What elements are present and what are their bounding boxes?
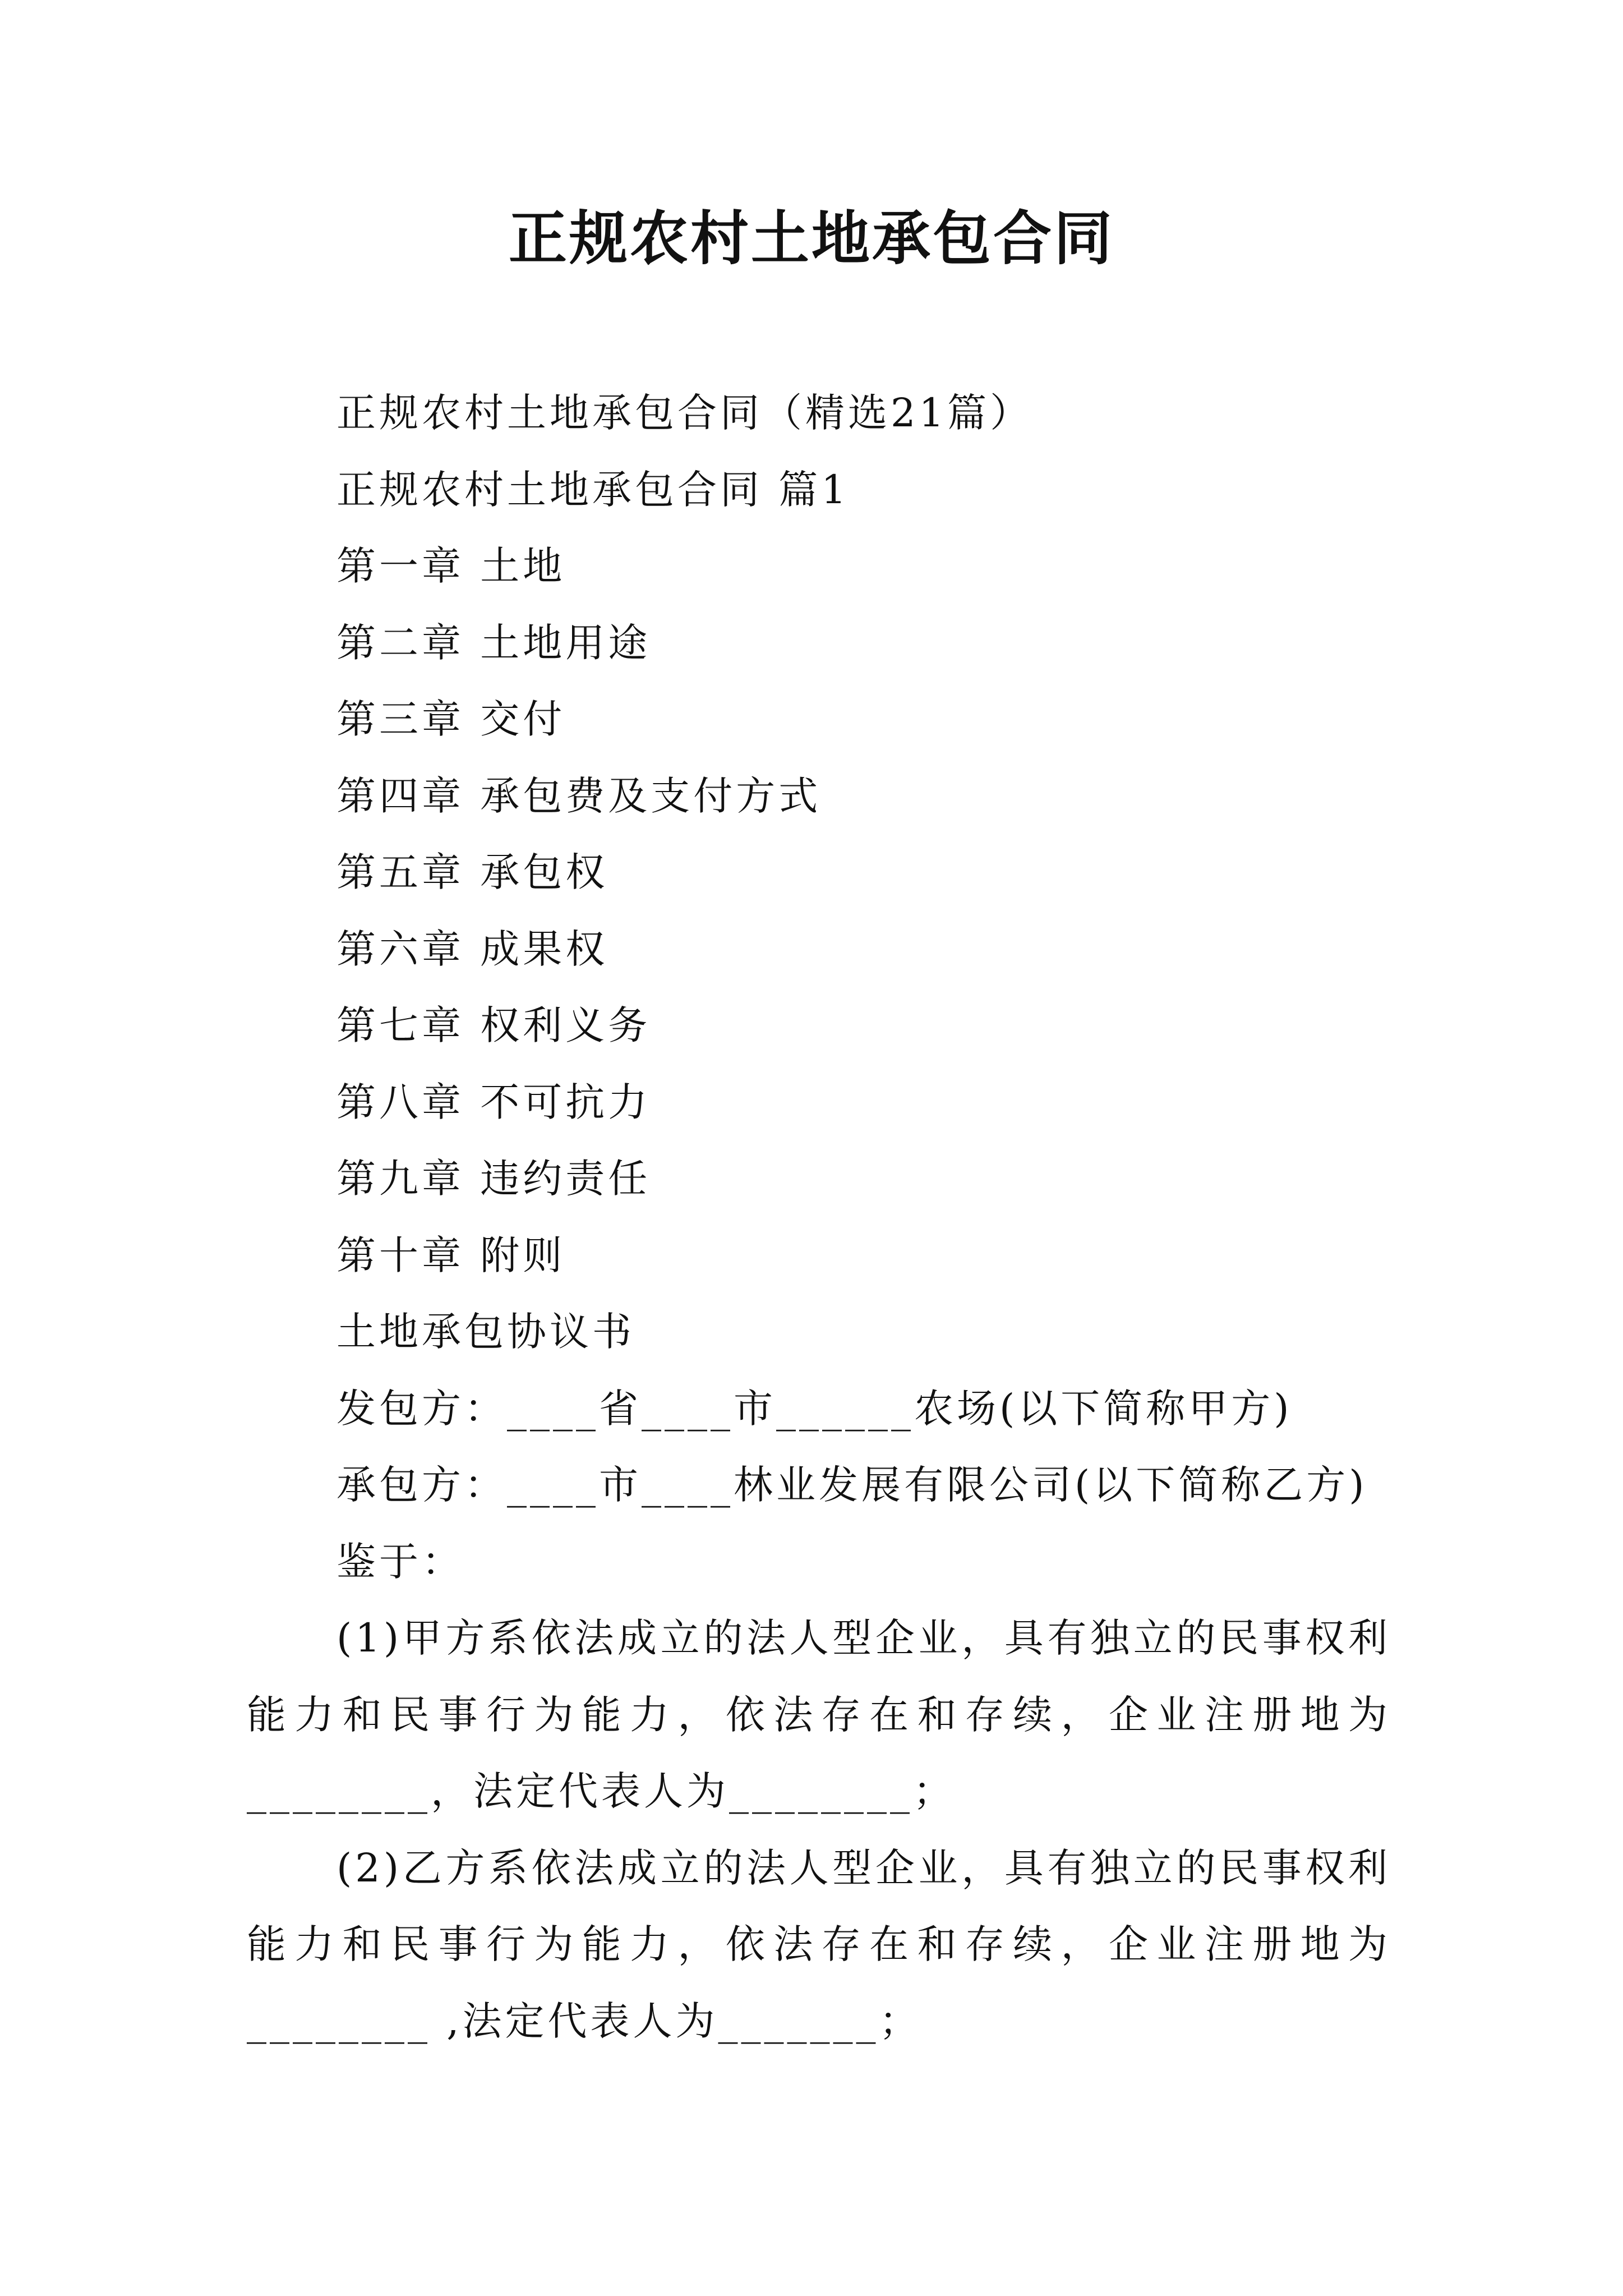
section-heading: 正规农村土地承包合同 篇1 <box>336 466 850 513</box>
chapter-line: 第五章 承包权 <box>336 849 608 895</box>
chapter-line: 第四章 承包费及支付方式 <box>336 772 822 819</box>
whereas-line: 鉴于： <box>336 1538 464 1585</box>
chapter-line: 第三章 交付 <box>336 696 566 742</box>
chapter-line: 第一章 土地 <box>336 543 566 589</box>
subtitle-line: 正规农村土地承包合同（精选21篇） <box>336 390 1033 436</box>
chapter-line: 第六章 成果权 <box>336 926 608 972</box>
chapter-line: 第九章 违约责任 <box>336 1156 651 1202</box>
chapter-line: 第二章 土地用途 <box>336 619 651 666</box>
clause-paragraph: (2)乙方系依法成立的法人型企业，具有独立的民事权利能力和民事行为能力，依法存在和存续，企业注册地为________ ,法定代表人为_______； <box>247 1844 1391 2044</box>
chapter-line: 第七章 权利义务 <box>336 1002 651 1048</box>
clause-paragraph: (1)甲方系依法成立的法人型企业，具有独立的民事权利能力和民事行为能力，依法存在和存续，企业注册地为________，法定代表人为________； <box>247 1615 1391 1814</box>
party-b-line: 承包方：____市____林业发展有限公司(以下简称乙方) <box>336 1462 1368 1508</box>
document-body <box>247 375 1391 2059</box>
chapter-line: 第十章 附则 <box>336 1232 566 1278</box>
document-title: 正规农村土地承包合同 <box>508 204 1114 273</box>
agreement-heading: 土地承包协议书 <box>336 1309 635 1355</box>
party-a-line: 发包方：____省____市______农场(以下简称甲方) <box>336 1385 1293 1432</box>
chapter-line: 第八章 不可抗力 <box>336 1079 651 1125</box>
